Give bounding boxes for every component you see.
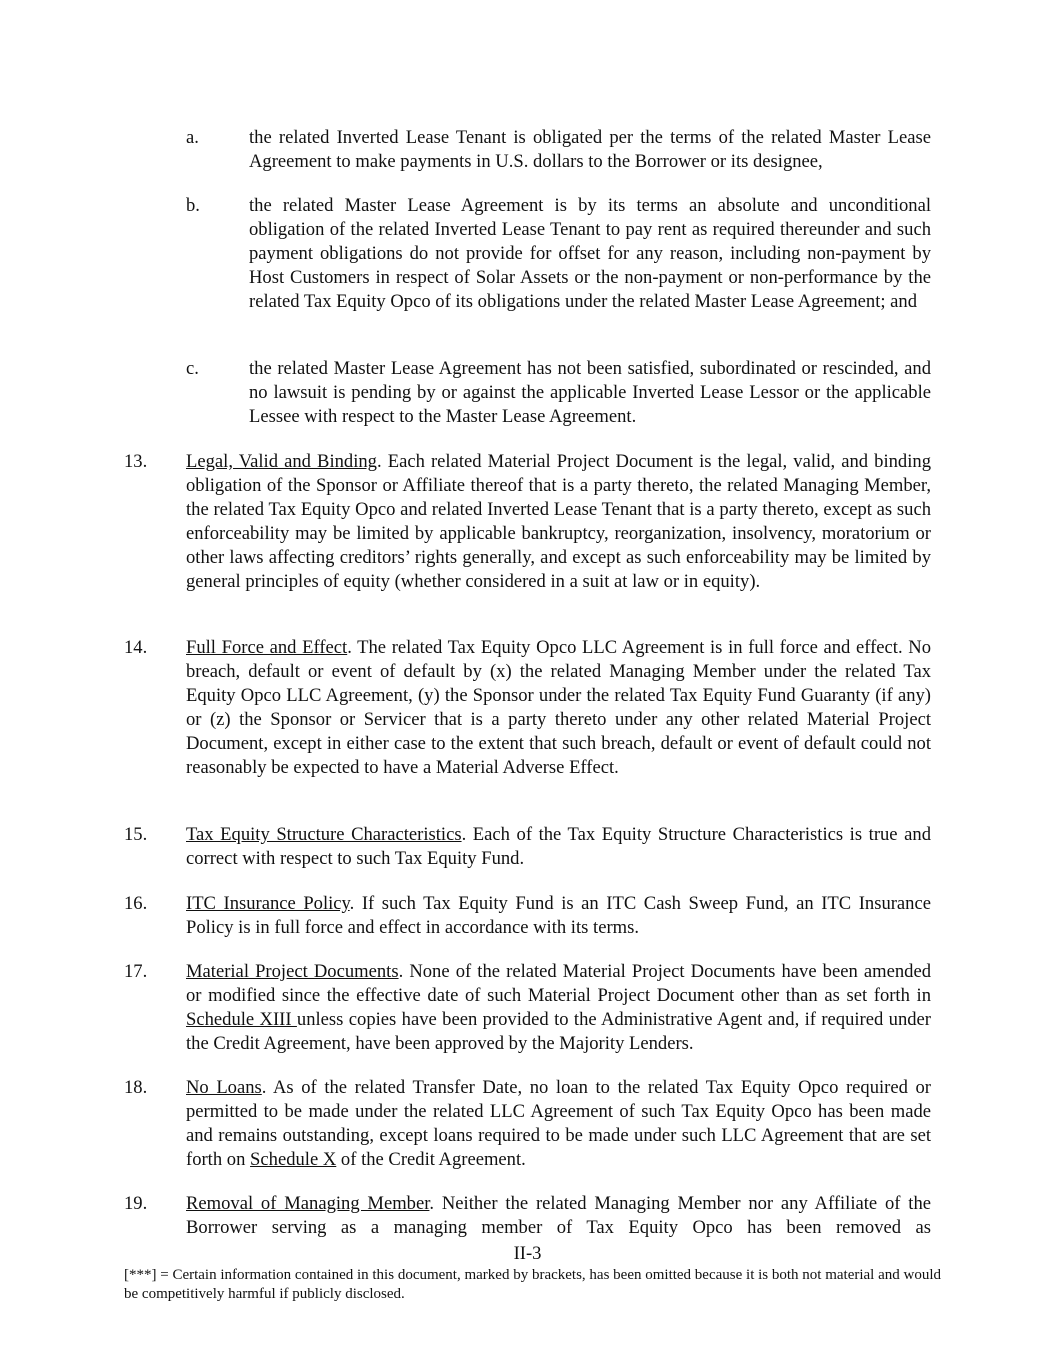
- item-heading: Material Project Documents: [186, 961, 399, 982]
- sub-item-text: the related Master Lease Agreement is by its terms an absolute and unconditional obligation of the related Inverted Lease Tenant to pay rent as required thereunder and such payment obligations do not provide for offset for any reason, including non-payment by Host Customers in respect of Solar Assets or the non-payment or non-performance by the related Tax Equity Opco of its obligations under the related Master Lease Agreement; and: [249, 195, 931, 312]
- sub-item-label: b.: [186, 195, 200, 216]
- item-paragraph: [186, 823, 931, 871]
- item-number: 14.: [124, 637, 148, 658]
- item-text: . If such Tax Equity Fund is an ITC Cash Sweep Fund, an ITC Insurance Policy is in full force and effect in accordance with its terms.: [186, 893, 931, 938]
- item-heading: ITC Insurance Policy: [186, 893, 350, 914]
- item-heading: Tax Equity Structure Characteristics: [186, 824, 462, 845]
- item-number: 18.: [124, 1077, 148, 1098]
- item-text: . Neither the related Managing Member nor any Affiliate of the Borrower serving as a managing member of Tax Equity Opco has been removed as: [186, 1193, 931, 1238]
- item-number: 19.: [124, 1193, 148, 1214]
- item-paragraph: [186, 1192, 931, 1240]
- item-heading: Legal, Valid and Binding: [186, 451, 377, 472]
- item-text: . None of the related Material Project Documents have been amended or modified since the effective date of such Material Project Document other than as set forth in: [186, 961, 931, 1006]
- item-heading: No Loans: [186, 1077, 262, 1098]
- item-paragraph: [186, 450, 931, 594]
- item-number: 15.: [124, 824, 148, 845]
- item-text: . As of the related Transfer Date, no loan to the related Tax Equity Opco required or permitted to be made under the related LLC Agreement of such Tax Equity Opco has been made and remains outstanding, except loans required to be made under such LLC Agreement that are set forth on: [186, 1077, 931, 1170]
- item-paragraph: [186, 960, 931, 1056]
- sub-item-label: a.: [186, 127, 199, 148]
- item-number: 13.: [124, 451, 148, 472]
- item-text: unless copies have been provided to the Administrative Agent and, if required under the Credit Agreement, have been approved by the Majority Lenders.: [186, 1009, 931, 1054]
- item-paragraph: [186, 892, 931, 940]
- sub-item-label: c.: [186, 358, 199, 379]
- item-text: . Each related Material Project Document is the legal, valid, and binding obligation of the Sponsor or Affiliate thereof that is a party thereto, the related Managing Member, the related Tax Equity Opco and related Inverted Lease Tenant that is a party thereto, except as such enforceability may be limited by applicable bankruptcy, reorganization, insolvency, moratorium or other laws affecting creditors’ rights generally, and except as such enforceability may be limited by general principles of equity (whether considered in a suit at law or in equity).: [186, 451, 931, 592]
- item-text: . The related Tax Equity Opco LLC Agreement is in full force and effect. No breach, default or event of default by (x) the related Managing Member under the related Tax Equity Opco LLC Agreement, (y) the Sponsor under the related Tax Equity Fund Guaranty (if any) or (z) the Sponsor or Servicer that is a party thereto under any other related Material Project Document, except in either case to the extent that such breach, default or event of default could not reasonably be expected to have a Material Adverse Effect.: [186, 637, 931, 778]
- item-text: of the Credit Agreement.: [336, 1149, 526, 1170]
- sub-item-text: the related Master Lease Agreement has not been satisfied, subordinated or rescinded, and no lawsuit is pending by or against the applicable Inverted Lease Lessor or the applicable Lessee with respect to the Master Lease Agreement.: [249, 358, 931, 427]
- item-text: . Each of the Tax Equity Structure Characteristics is true and correct with respect to such Tax Equity Fund.: [186, 824, 931, 869]
- item-paragraph: [186, 1076, 931, 1172]
- sub-item-text: the related Inverted Lease Tenant is obligated per the terms of the related Master Lease Agreement to make payments in U.S. dollars to the Borrower or its designee,: [249, 127, 931, 172]
- item-heading: Full Force and Effect: [186, 637, 348, 658]
- page-number: II-3: [513, 1243, 542, 1264]
- item-number: 16.: [124, 893, 148, 914]
- item-number: 17.: [124, 961, 148, 982]
- item-heading: Removal of Managing Member: [186, 1193, 430, 1214]
- confidentiality-footnote: [***] = Certain information contained in this document, marked by brackets, has been omitted because it is both not material and would be competitively harmful if publicly disclosed.: [124, 1267, 941, 1302]
- item-paragraph: [186, 636, 931, 780]
- schedule-reference: Schedule X: [250, 1149, 337, 1170]
- schedule-reference: Schedule XIII: [186, 1009, 297, 1030]
